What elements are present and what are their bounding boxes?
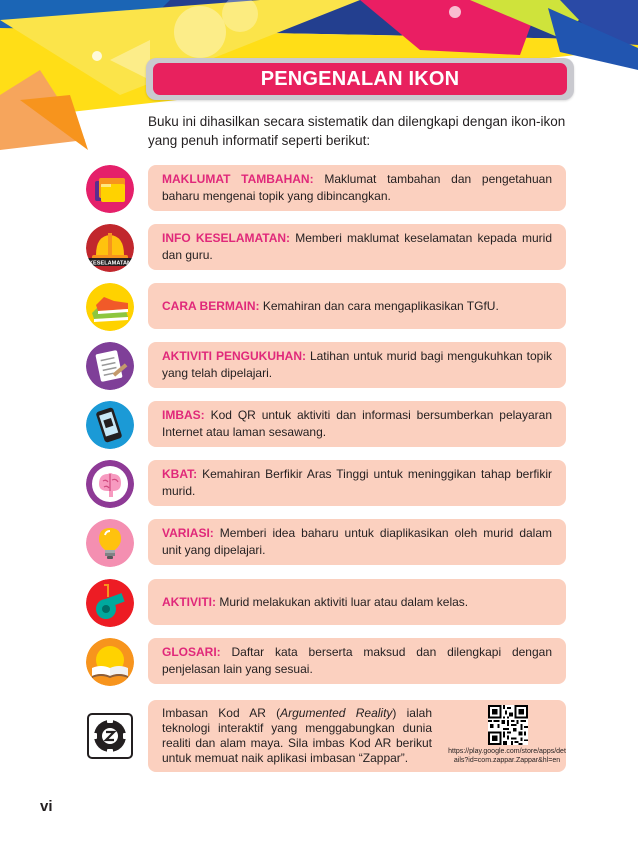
ar-description	[162, 706, 432, 766]
page-title: PENGENALAN IKON	[153, 63, 567, 95]
item-text: Murid melakukan aktiviti luar atau dalam kelas.	[216, 594, 469, 609]
zappar-ar-icon	[86, 712, 134, 760]
item-text: Memberi maklumat keselamatan kepada murid dan guru.	[162, 231, 552, 262]
list-item	[148, 342, 566, 388]
list-item	[148, 579, 566, 625]
light-bulb-icon	[86, 519, 134, 567]
item-term: VARIASI:	[162, 526, 214, 540]
brain-icon	[86, 460, 134, 508]
item-text: Kemahiran dan cara mengaplikasikan TGfU.	[259, 298, 499, 313]
list-item	[148, 401, 566, 447]
item-term: AKTIVITI PENGUKUHAN:	[162, 349, 306, 363]
sport-shoes-icon	[86, 283, 134, 331]
item-term: GLOSARI:	[162, 645, 221, 659]
ar-info-card	[148, 700, 566, 772]
item-description	[162, 407, 552, 441]
title-frame	[146, 58, 574, 100]
list-item	[148, 283, 566, 329]
item-term: IMBAS:	[162, 408, 205, 422]
item-term: KBAT:	[162, 467, 198, 481]
item-description	[162, 230, 552, 264]
list-item	[148, 638, 566, 684]
ar-text-part: ) ialah teknologi interaktif yang menggabungkan dunia realiti dan alam maya. Sila imbas Kod AR berikut untuk memuat naik aplikasi imbasan “Zappar”.	[162, 706, 432, 765]
smartphone-scan-icon	[86, 401, 134, 449]
item-description	[162, 594, 468, 611]
item-term: CARA BERMAIN:	[162, 298, 260, 313]
item-text: Daftar kata berserta maksud dan dilengkapi dengan penjelasan lain yang sesuai.	[162, 645, 552, 676]
store-url[interactable]: https://play.google.com/store/apps/details?id=com.zappar.Zappar&hl=en	[448, 748, 566, 764]
item-term: INFO KESELAMATAN:	[162, 231, 291, 245]
item-text: Latihan untuk murid bagi mengukuhkan topik yang telah dipelajari.	[162, 349, 552, 380]
item-term: AKTIVITI:	[162, 594, 216, 609]
open-book-icon	[86, 638, 134, 686]
item-description	[162, 298, 499, 315]
list-item	[148, 519, 566, 565]
item-text: Kemahiran Berfikir Aras Tinggi untuk meninggikan tahap berfikir murid.	[162, 467, 552, 498]
list-item	[148, 224, 566, 270]
item-description	[162, 525, 552, 559]
folders-icon	[86, 165, 134, 213]
item-description	[162, 171, 552, 205]
whistle-icon	[86, 579, 134, 627]
clipboard-pencil-icon	[86, 342, 134, 390]
item-text: Memberi idea baharu untuk diaplikasikan oleh murid dalam unit yang dipelajari.	[162, 526, 552, 557]
page-number: vi	[40, 798, 53, 815]
qr-code-icon[interactable]	[488, 705, 528, 745]
safety-helmet-icon	[86, 224, 134, 272]
item-term: MAKLUMAT TAMBAHAN:	[162, 172, 314, 186]
item-description	[162, 466, 552, 500]
item-description	[162, 348, 552, 382]
ar-text-part: Imbasan Kod AR (	[162, 706, 281, 720]
intro-text: Buku ini dihasilkan secara sistematik dan dilengkapi dengan ikon-ikon yang penuh informatif seperti berikut:	[148, 114, 566, 148]
list-item	[148, 460, 566, 506]
item-description	[162, 644, 552, 678]
list-item	[148, 165, 566, 211]
item-text: Maklumat tambahan dan pengetahuan baharu mengenai topik yang dibincangkan.	[162, 172, 552, 203]
helmet-label: KESELAMATAN	[88, 260, 132, 267]
item-text: Kod QR untuk aktiviti dan informasi bersumberkan pelayaran Internet atau laman sesawang.	[162, 408, 552, 439]
ar-term-italic: Argumented Reality	[280, 706, 393, 720]
